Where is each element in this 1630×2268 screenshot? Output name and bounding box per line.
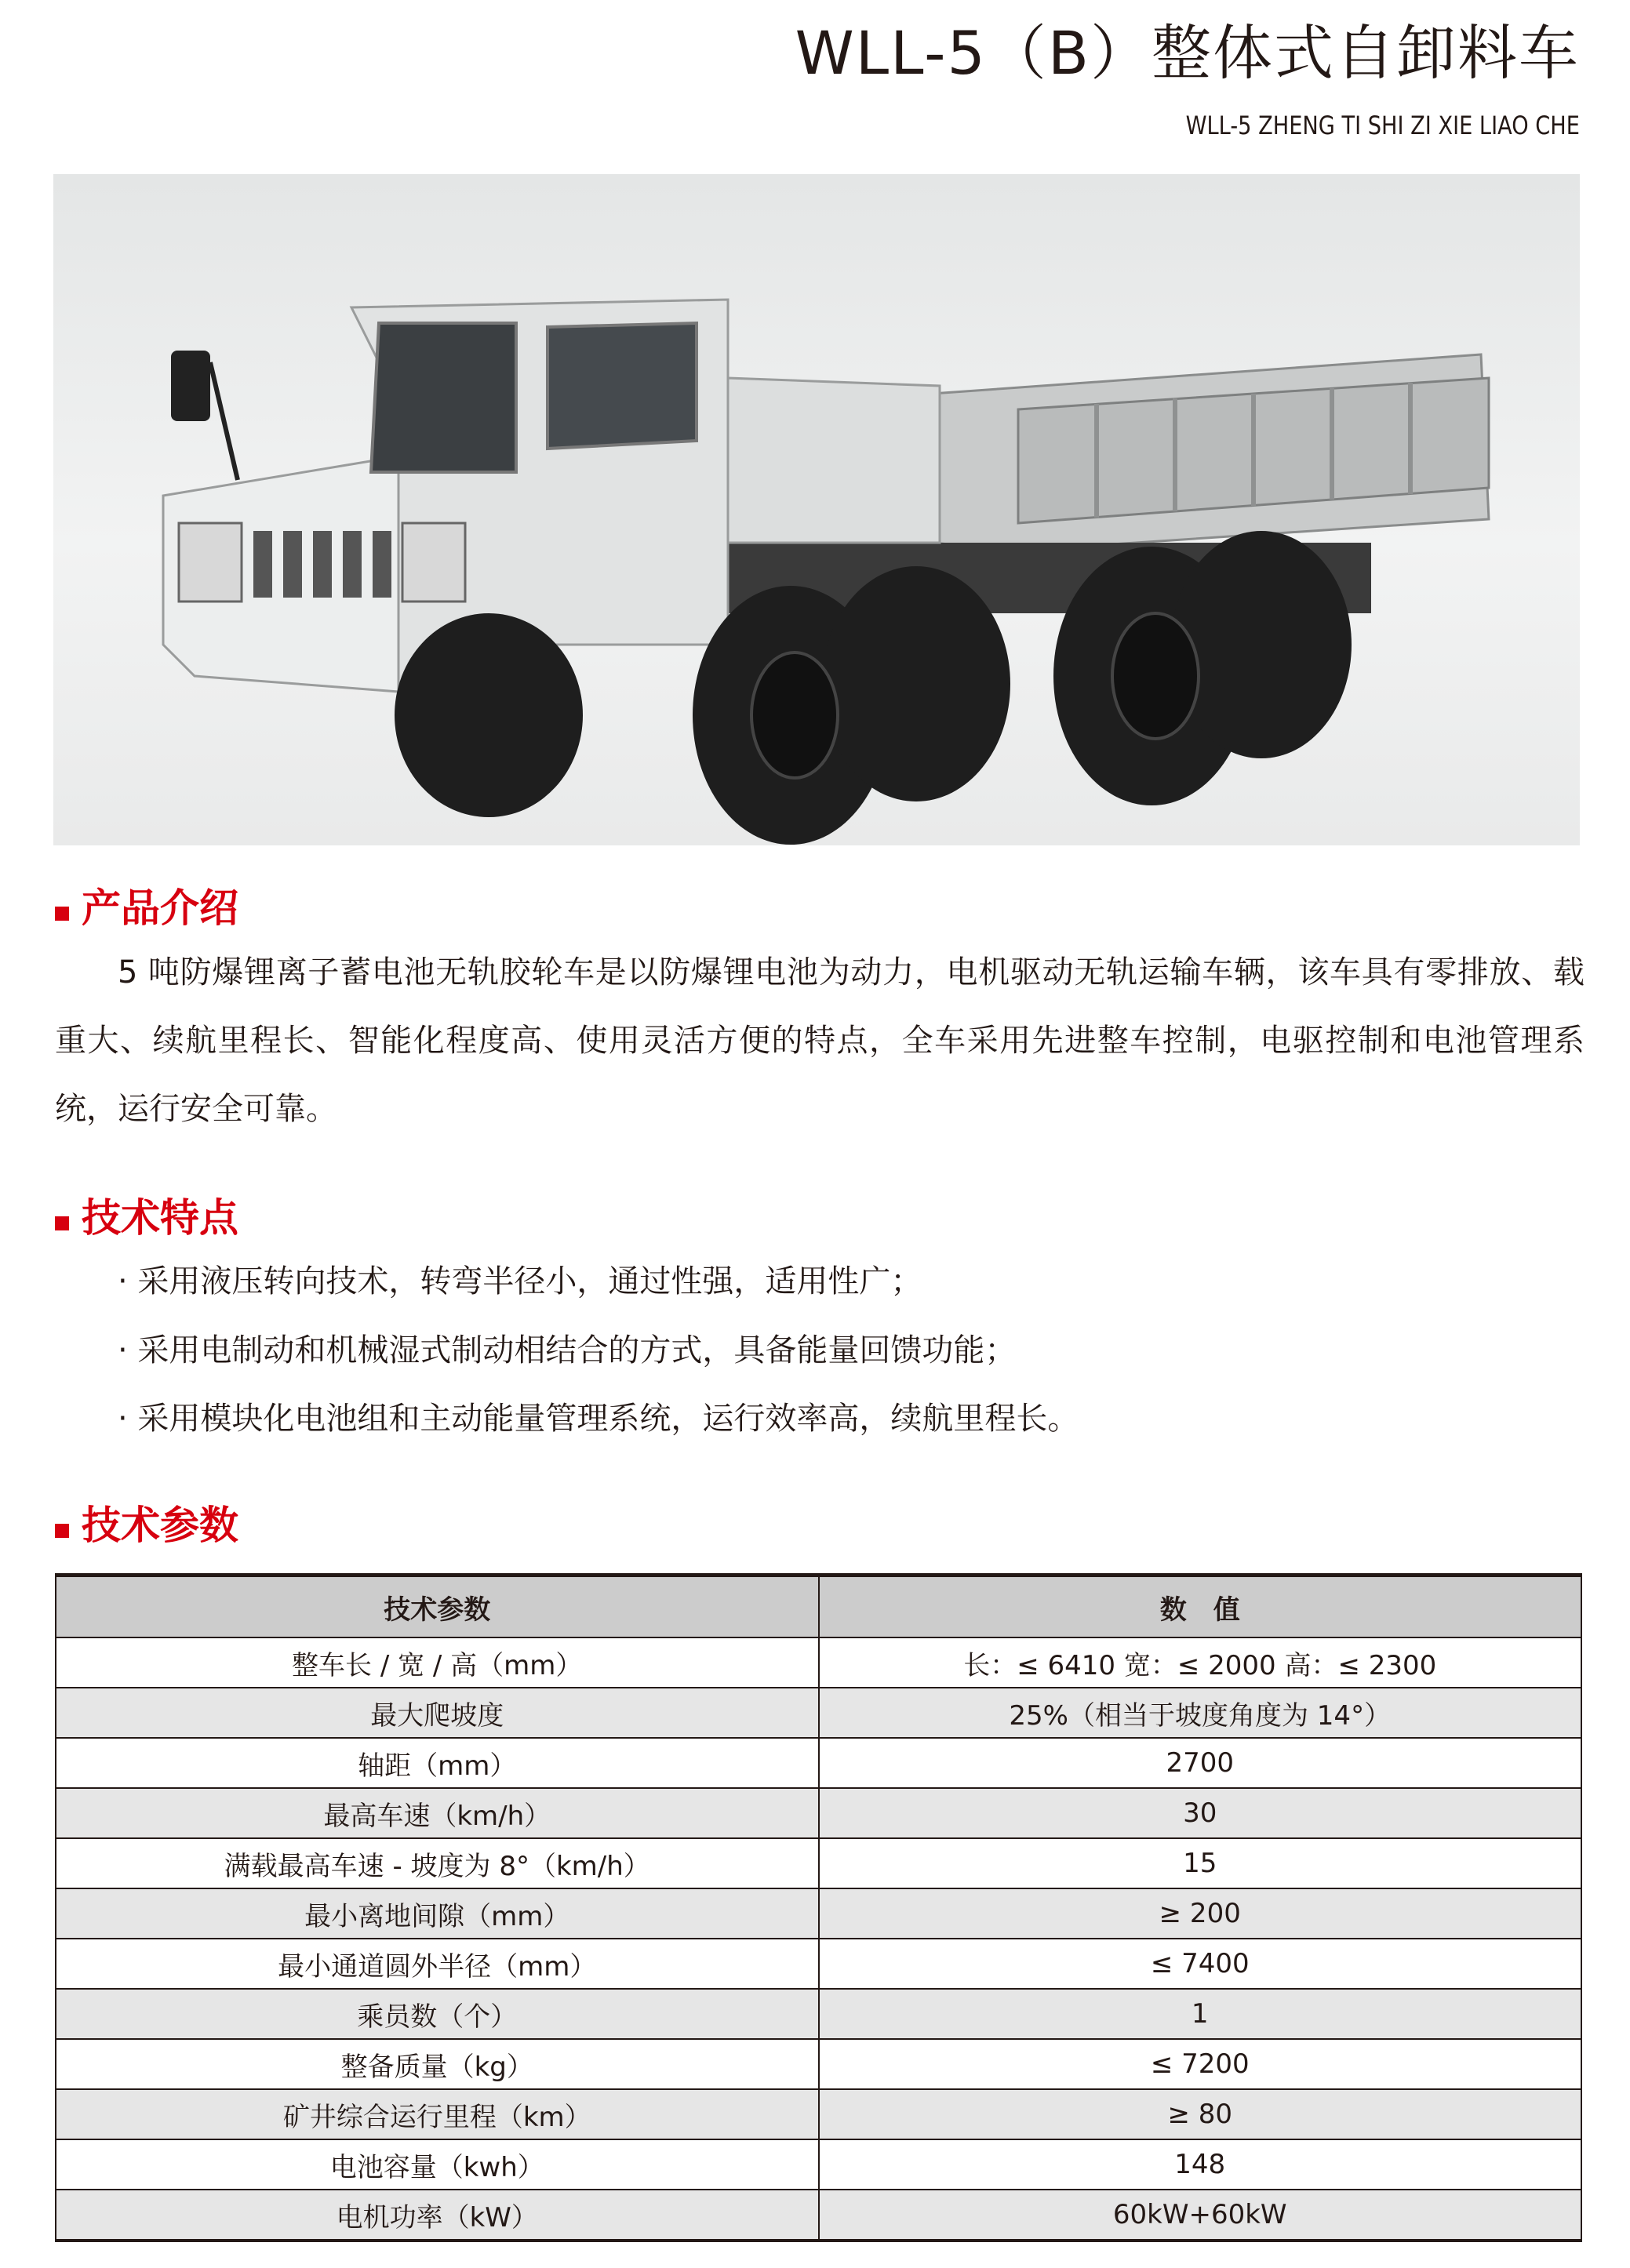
value-cell: 2700 — [819, 1738, 1582, 1788]
value-cell: 148 — [819, 2139, 1582, 2190]
table-row — [56, 1939, 1581, 1989]
product-photo-truck — [53, 174, 1580, 845]
square-bullet-icon — [55, 1524, 69, 1538]
parameter-cell: 最小离地间隙（mm） — [56, 1888, 819, 1939]
value-cell: 15 — [819, 1838, 1582, 1888]
section-heading-features — [55, 1195, 238, 1241]
table-row — [56, 1989, 1581, 2039]
table-row — [56, 2190, 1581, 2241]
table-row — [56, 1788, 1581, 1838]
section-heading-intro — [55, 885, 238, 931]
parameter-cell: 最高车速（km/h） — [56, 1788, 819, 1838]
parameter-cell: 满载最高车速 - 坡度为 8°（km/h） — [56, 1838, 819, 1888]
table-row — [56, 1688, 1581, 1738]
parameter-cell: 最大爬坡度 — [56, 1688, 819, 1738]
intro-heading: 产品介绍 — [82, 885, 238, 931]
square-bullet-icon — [55, 1216, 69, 1230]
page-subtitle: WLL-5 ZHENG TI SHI ZI XIE LIAO CHE — [1185, 111, 1580, 140]
table-header-row — [56, 1576, 1581, 1638]
parameter-cell: 电池容量（kwh） — [56, 2139, 819, 2190]
column-header-parameter: 技术参数 — [56, 1576, 819, 1638]
truck-illustration — [53, 174, 1580, 845]
section-heading-specs — [55, 1503, 238, 1548]
table-row — [56, 2089, 1581, 2139]
parameter-cell: 最小通道圆外半径（mm） — [56, 1939, 819, 1989]
square-bullet-icon — [55, 907, 69, 921]
value-cell: ≥ 200 — [819, 1888, 1582, 1939]
feature-item: · 采用液压转向技术，转弯半径小，通过性强，适用性广； — [118, 1263, 922, 1299]
feature-item: · 采用模块化电池组和主动能量管理系统，运行效率高，续航里程长。 — [118, 1401, 1079, 1437]
value-cell: 25%（相当于坡度角度为 14°） — [819, 1688, 1582, 1738]
value-cell: ≤ 7200 — [819, 2039, 1582, 2089]
column-header-value: 数 值 — [819, 1576, 1582, 1638]
parameter-cell: 整备质量（kg） — [56, 2039, 819, 2089]
parameter-cell: 矿井综合运行里程（km） — [56, 2089, 819, 2139]
specs-table — [55, 1573, 1582, 2242]
specs-heading: 技术参数 — [82, 1503, 238, 1548]
table-row — [56, 2039, 1581, 2089]
features-heading: 技术特点 — [82, 1195, 238, 1241]
table-row — [56, 1888, 1581, 1939]
table-row — [56, 2139, 1581, 2190]
table-row — [56, 1838, 1581, 1888]
parameter-cell: 轴距（mm） — [56, 1738, 819, 1788]
specs-table-body — [56, 1637, 1581, 2241]
intro-paragraph: 5 吨防爆锂离子蓄电池无轨胶轮车是以防爆锂电池为动力，电机驱动无轨运输车辆，该车具有零排放、载重大、续航里程长、智能化程度高、使用灵活方便的特点，全车采用先进整车控制，电驱控制和电池管理系统，运行安全可靠。 — [55, 954, 1585, 1127]
value-cell: 60kW+60kW — [819, 2190, 1582, 2241]
parameter-cell: 乘员数（个） — [56, 1989, 819, 2039]
page-title: WLL-5（B）整体式自卸料车 — [795, 18, 1580, 88]
value-cell: 长：≤ 6410 宽：≤ 2000 高：≤ 2300 — [819, 1637, 1582, 1688]
value-cell: 1 — [819, 1989, 1582, 2039]
table-row — [56, 1637, 1581, 1688]
parameter-cell: 电机功率（kW） — [56, 2190, 819, 2241]
value-cell: ≤ 7400 — [819, 1939, 1582, 1989]
feature-item: · 采用电制动和机械湿式制动相结合的方式，具备能量回馈功能； — [118, 1332, 1017, 1368]
table-row — [56, 1738, 1581, 1788]
parameter-cell: 整车长 / 宽 / 高（mm） — [56, 1637, 819, 1688]
value-cell: ≥ 80 — [819, 2089, 1582, 2139]
value-cell: 30 — [819, 1788, 1582, 1838]
